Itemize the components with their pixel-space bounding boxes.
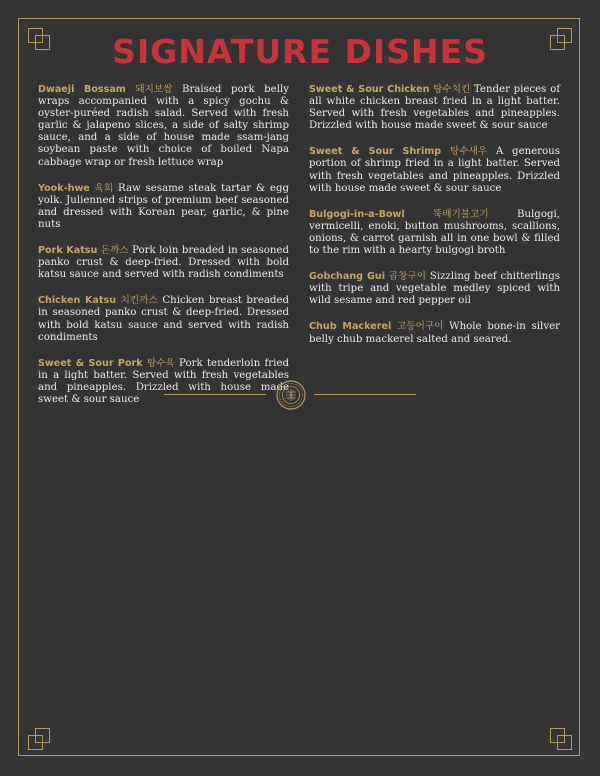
dish-korean-name: 탕수육	[146, 357, 175, 369]
menu-item	[309, 321, 560, 345]
menu-item	[38, 358, 289, 406]
dish-description: Braised pork belly wraps accompanied with a spicy gochu & oyster-puréed radish salad. Served with fresh garlic & jalapeno slices, a side of salty shrimp sauce, and a side of house made ssam-jang soybean paste with choice of boiled Napa cabbage wrap or fresh lettuce wrap	[38, 84, 289, 168]
dish-description: Sizzling beef chitterlings with tripe and vegetable medley spiced with wild sesame and red pepper oil	[309, 271, 560, 307]
corner-ornament-bottom-right-icon	[550, 728, 572, 750]
dish-korean-name: 고등어구이	[397, 321, 444, 333]
menu-item	[38, 84, 289, 169]
divider-line-left	[164, 394, 266, 395]
menu-item	[309, 146, 560, 194]
dish-description: Chicken breast breaded in seasoned panko crust & deep-fried. Dressed with bold katsu sauce and served with radish condiments	[38, 295, 289, 343]
menu-item	[309, 84, 560, 132]
dish-name: Sweet & Sour Pork	[38, 357, 143, 369]
divider-line-right	[314, 394, 416, 395]
dish-name: Chicken Katsu	[38, 295, 117, 307]
dish-description: Raw sesame steak tartar & egg yolk. Julienned strips of premium beef seasoned and dressed with Korean pear, garlic, & pine nuts	[38, 182, 289, 230]
dish-description: Tender pieces of all white chicken breast fried in a light batter. Served with fresh vegetables and pineapples. Drizzled with house made sweet & sour sauce	[309, 84, 560, 132]
corner-ornament-bottom-left-icon	[28, 728, 50, 750]
menu-column-right	[309, 84, 560, 360]
dish-description: A generous portion of shrimp fried in a light batter. Served with fresh vegetables and pineapples. Drizzled with house made sweet & sour sauce	[309, 146, 560, 194]
dish-korean-name: 치킨까스	[120, 295, 158, 307]
menu-item	[309, 271, 560, 307]
menu-item	[38, 245, 289, 281]
menu-item	[309, 209, 560, 257]
menu-item	[38, 295, 289, 343]
menu-item	[38, 183, 289, 231]
dish-name: Bulgogi-in-a-Bowl	[309, 208, 405, 220]
page-title: SIGNATURE DISHES	[112, 32, 488, 71]
dish-korean-name: 육회	[94, 182, 114, 194]
dish-korean-name: 곱창구이	[388, 271, 426, 283]
menu-column-left	[38, 84, 289, 420]
dish-korean-name: 탕수새우	[449, 146, 488, 158]
dish-description: Whole bone-in silver belly chub mackerel salted and seared.	[309, 321, 560, 345]
ornamental-medallion-icon	[276, 380, 306, 410]
dish-description: Bulgogi, vermicelli, enoki, button mushrooms, scallions, onions, & carrot garnish all in one bowl & filled to the rim with a hearty bulgogi broth	[309, 208, 560, 257]
dish-korean-name: 돈까스	[100, 245, 129, 257]
dish-description: Pork loin breaded in seasoned panko crust & deep-fried. Dressed with bold katsu sauce and served with radish condiments	[38, 245, 289, 281]
dish-name: Pork Katsu	[38, 245, 98, 257]
dish-name: Gobchang Gui	[309, 271, 385, 283]
dish-description: Pork tenderloin fried in a light batter. Served with fresh vegetables and pineapples. Drizzled with house made sweet & sour sauce	[38, 357, 289, 405]
dish-name: Dwaeji Bossam	[38, 84, 126, 95]
dish-name: Yook-hwe	[38, 182, 90, 194]
dish-name: Sweet & Sour Chicken	[309, 84, 430, 95]
dish-korean-name: 돼지보쌈	[135, 84, 173, 95]
dish-name: Sweet & Sour Shrimp	[309, 146, 442, 158]
dish-korean-name: 탕수치킨	[433, 84, 471, 95]
dish-korean-name: 뚝배기불고기	[433, 208, 489, 220]
dish-name: Chub Mackerel	[309, 321, 392, 333]
